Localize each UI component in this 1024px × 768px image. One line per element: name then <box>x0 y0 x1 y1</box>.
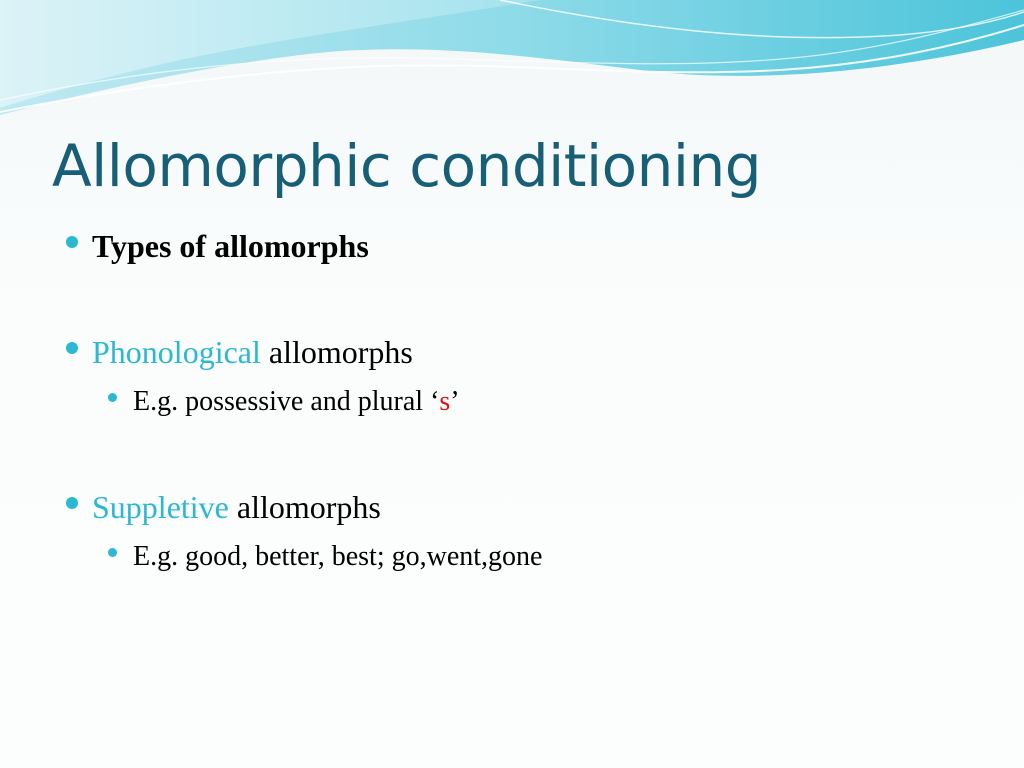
highlighted-letter: s <box>439 386 451 417</box>
bullet-highlight-term: Suppletive <box>92 489 229 525</box>
bullet-dot-icon <box>66 236 78 248</box>
bullet-dot-icon <box>108 393 117 402</box>
bullet-phonological-allomorphs <box>66 332 413 372</box>
sub-bullet-suppletive-examples <box>108 539 542 575</box>
bullet-text: Types of allomorphs <box>92 228 369 264</box>
bullet-dot-icon <box>108 548 117 557</box>
sub-bullet-text: E.g. possessive and plural ‘ <box>133 386 440 417</box>
bullet-text: allomorphs <box>260 334 413 370</box>
sub-bullet-possessive-plural <box>108 384 460 420</box>
bullet-text: allomorphs <box>228 489 381 525</box>
bullet-dot-icon <box>66 342 78 354</box>
sub-bullet-text: E.g. good, better, best; go,went,gone <box>133 541 543 572</box>
bullet-highlight-term: Phonological <box>92 334 261 370</box>
bullet-types-of-allomorphs <box>66 226 369 266</box>
header-wave-decoration <box>0 0 1024 130</box>
bullet-suppletive-allomorphs <box>66 487 381 527</box>
slide-title: Allomorphic conditioning <box>52 132 762 200</box>
bullet-dot-icon <box>66 497 78 509</box>
sub-bullet-suffix: ’ <box>450 386 460 417</box>
